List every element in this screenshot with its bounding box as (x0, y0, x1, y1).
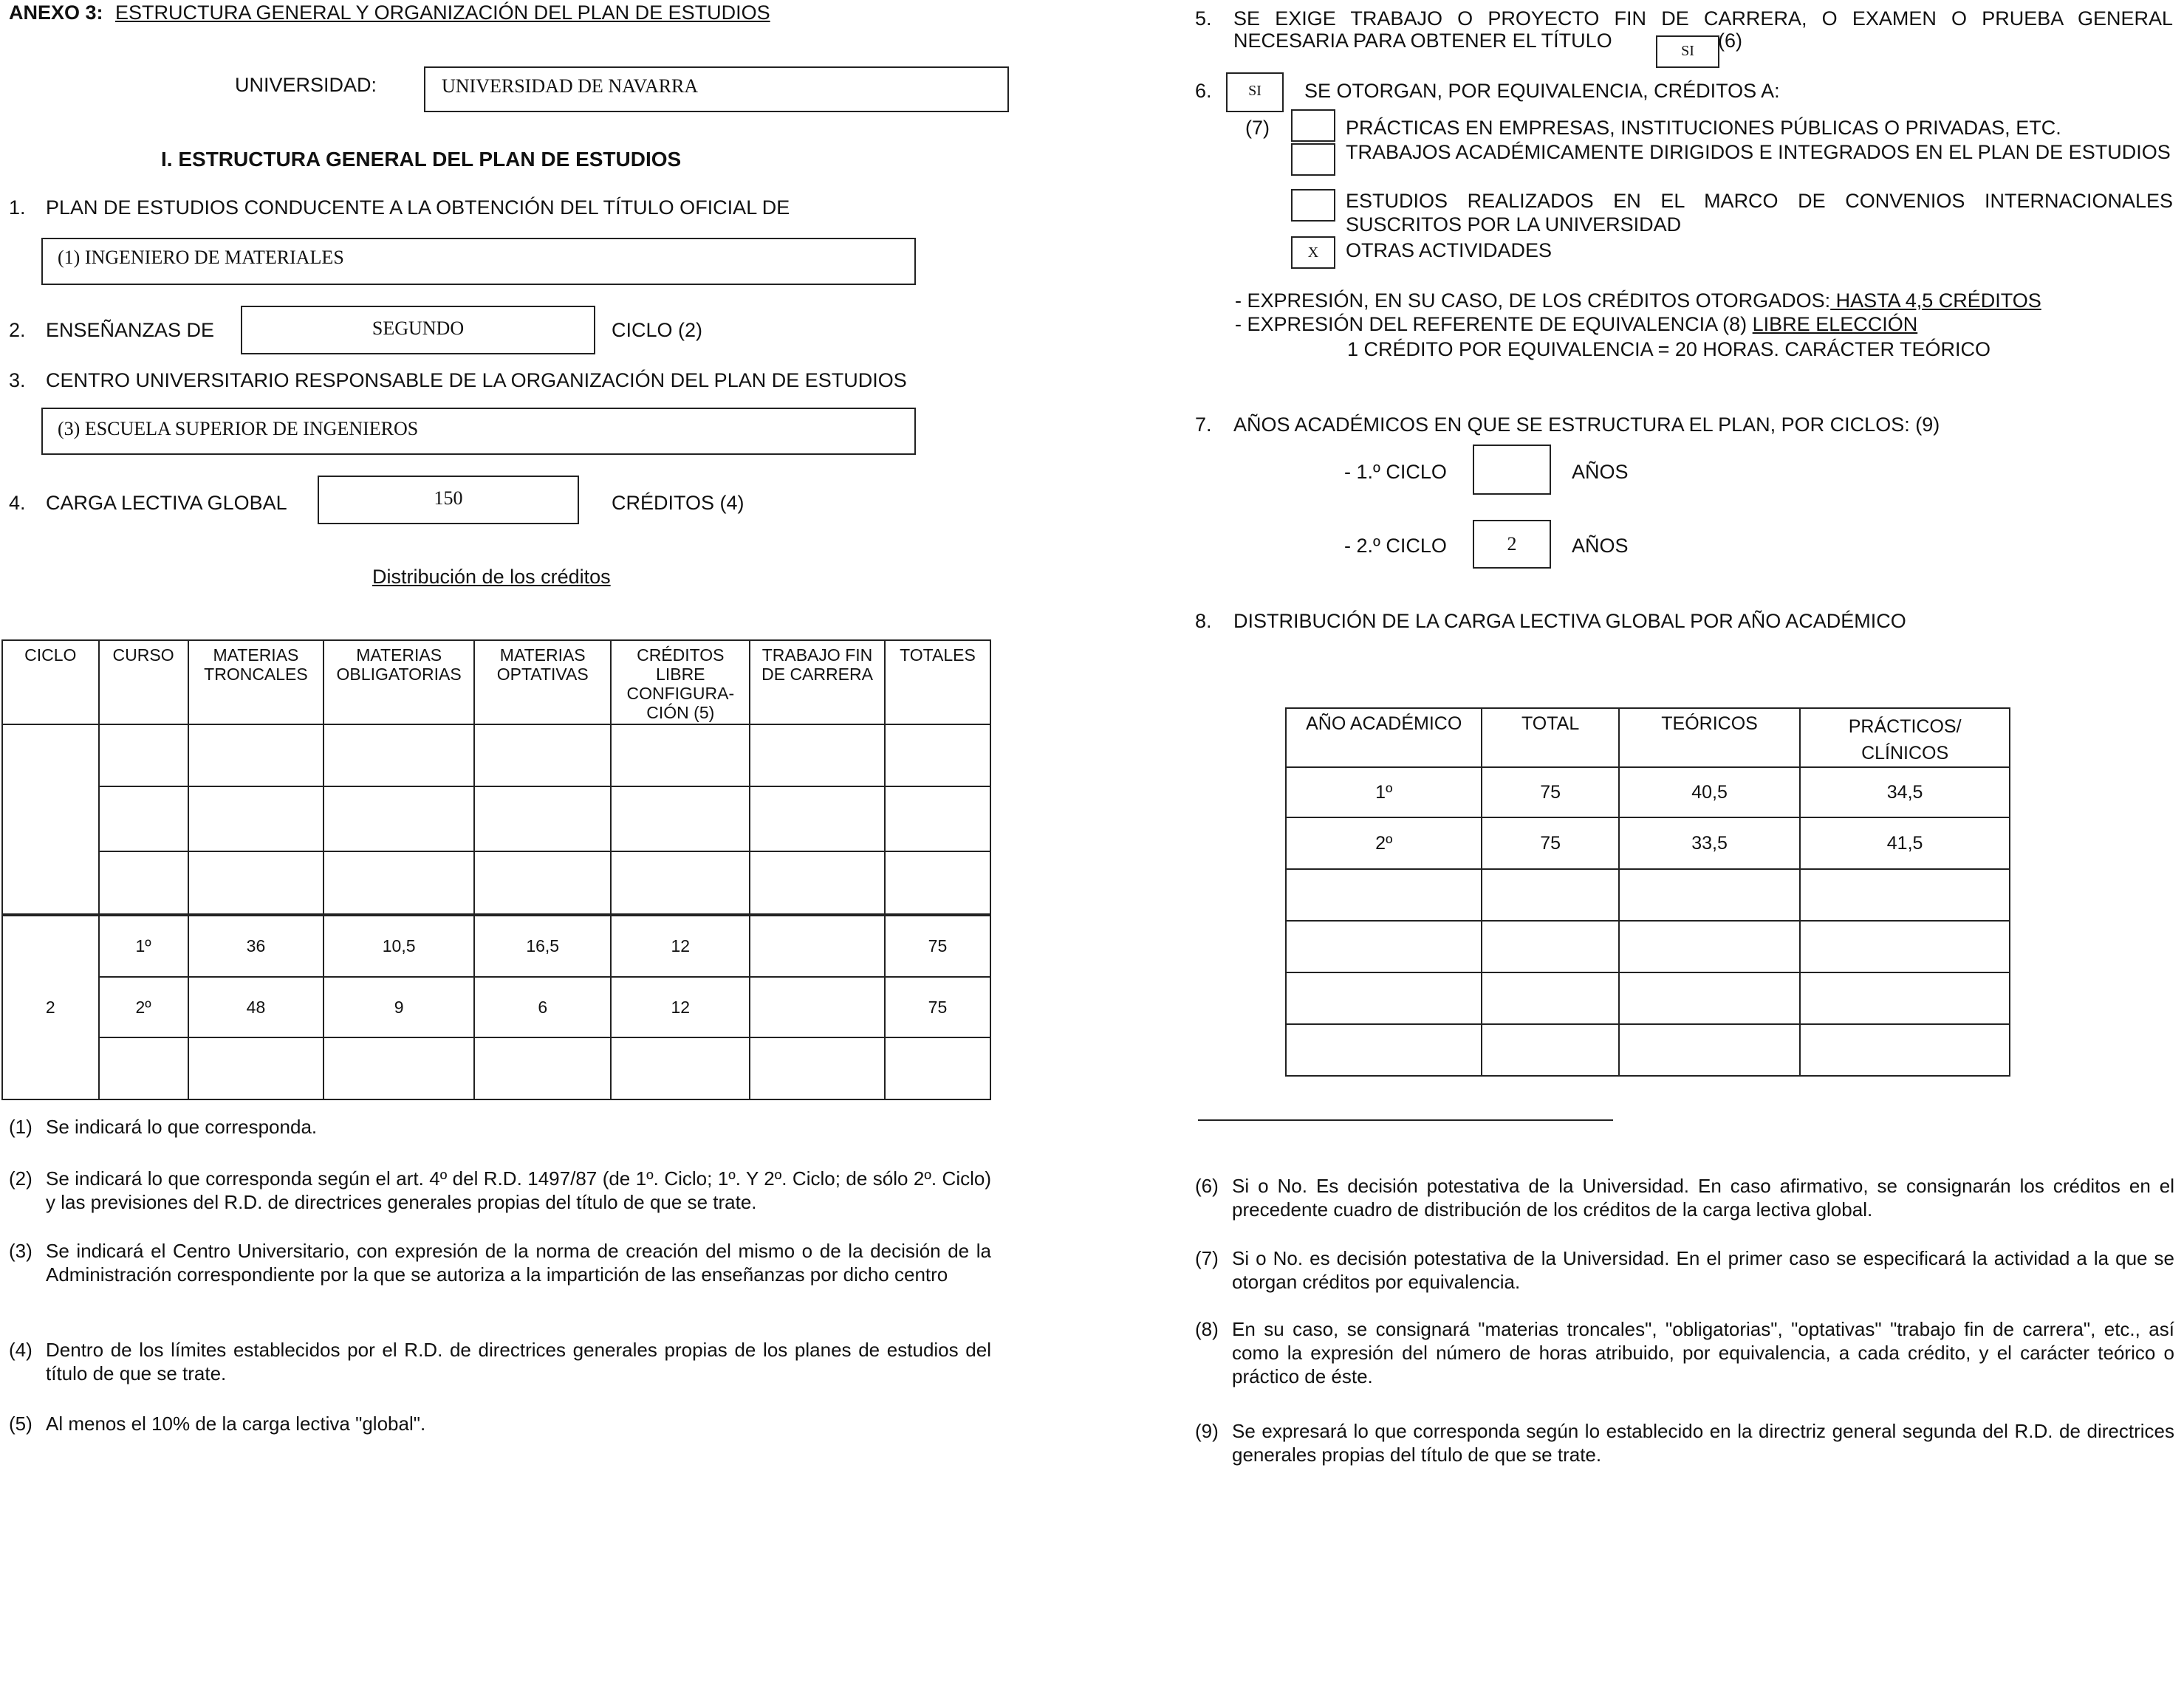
footnote-6 (1195, 1174, 2174, 1221)
footnote-text: Si o No. es decisión potestativa de la Universidad. En el primer caso se especificará la actividad a la que se otorgan créditos por equivalencia. (1232, 1247, 2174, 1293)
table-row (1286, 817, 2010, 869)
item1-number: 1. (9, 196, 26, 219)
table-cell (474, 1037, 612, 1099)
table-cell (188, 1037, 324, 1099)
obligatorias-cell: 9 (324, 977, 474, 1037)
table-cell (885, 851, 990, 915)
total-cell: 75 (1482, 817, 1618, 869)
year-load-table (1285, 707, 2010, 1077)
item7-text: AÑOS ACADÉMICOS EN QUE SE ESTRUCTURA EL PLAN, POR CICLOS: (9) (1233, 414, 1940, 436)
footnote-text: Si o No. Es decisión potestativa de la Universidad. En caso afirmativo, se consignarán los créditos en el precedente cuadro de distribución de los créditos de la carga lectiva global. (1232, 1175, 2174, 1221)
table-cell (750, 724, 885, 786)
footnote-number: (3) (9, 1240, 32, 1262)
table-cell (99, 1037, 188, 1099)
option-checkbox-otras[interactable]: X (1291, 236, 1335, 269)
footnote-3 (9, 1239, 991, 1286)
table-cell (1619, 972, 1800, 1024)
table-cell (474, 851, 612, 915)
header-ciclo: CICLO (2, 640, 99, 724)
university-label: UNIVERSIDAD: (235, 74, 377, 96)
trabajo-cell (750, 977, 885, 1037)
year-table-header-row (1286, 708, 2010, 767)
footnote-2 (9, 1167, 991, 1214)
table-cell (885, 786, 990, 851)
item3-number: 3. (9, 369, 26, 391)
final-project-field[interactable]: SI (1656, 35, 1719, 68)
table-cell (99, 786, 188, 851)
university-field[interactable]: UNIVERSIDAD DE NAVARRA (424, 66, 1009, 112)
footnote-number: (7) (1195, 1247, 1219, 1269)
table-cell (885, 1037, 990, 1099)
table-cell (750, 786, 885, 851)
footnote-9 (1195, 1419, 2174, 1466)
table-row (2, 851, 990, 915)
item3-text: CENTRO UNIVERSITARIO RESPONSABLE DE LA ORGANIZACIÓN DEL PLAN DE ESTUDIOS (46, 369, 907, 391)
header-troncales: MATERIAS TRONCALES (188, 640, 324, 724)
footnote-text: Se indicará el Centro Universitario, con expresión de la norma de creación del mismo o de la decisión de la Administración correspondiente por la que se autoriza a la impartición de las enseñanzas por dicho centro (46, 1240, 991, 1286)
footnote-text: Se indicará lo que corresponda según el art. 4º del R.D. 1497/87 (de 1º. Ciclo; 1º. Y 2º. Ciclo; de sólo 2º. Ciclo) y las previsiones del R.D. de directrices generales propias del título de que se trate. (46, 1167, 991, 1213)
expression-referent-value: LIBRE ELECCIÓN (1752, 313, 1918, 335)
table-cell (611, 851, 750, 915)
table-cell (1482, 972, 1618, 1024)
troncales-cell: 48 (188, 977, 324, 1037)
footnote-1 (9, 1115, 991, 1139)
option-checkbox-practicas[interactable] (1291, 109, 1335, 142)
table-cell (324, 851, 474, 915)
footnote-number: (1) (9, 1116, 32, 1138)
theory-cell: 33,5 (1619, 817, 1800, 869)
table-cell (1619, 1024, 1800, 1076)
cycle1-years-label: - 1.º CICLO (1344, 461, 1447, 483)
cycle1-years-unit: AÑOS (1572, 461, 1629, 483)
footnote-separator (1198, 1119, 1613, 1121)
item5-number: 5. (1195, 7, 1212, 30)
header-curso: CURSO (99, 640, 188, 724)
table-cell (611, 724, 750, 786)
cycle1-years-field[interactable] (1473, 445, 1551, 495)
header-year: AÑO ACADÉMICO (1286, 708, 1482, 767)
cycle2-years-field[interactable]: 2 (1473, 520, 1551, 569)
theory-cell: 40,5 (1619, 767, 1800, 817)
table-cell (324, 724, 474, 786)
footnote-text: Al menos el 10% de la carga lectiva "global". (46, 1413, 426, 1435)
table-cell (611, 786, 750, 851)
optativas-cell: 6 (474, 977, 612, 1037)
trabajo-cell (750, 915, 885, 977)
cycle-field[interactable]: SEGUNDO (241, 306, 595, 354)
header-totales: TOTALES (885, 640, 990, 724)
year-cell: 1º (1286, 767, 1482, 817)
cycle2-years-unit: AÑOS (1572, 535, 1629, 557)
table-cell (1800, 869, 2010, 921)
table-row (2, 786, 990, 851)
item5-line1: SE EXIGE TRABAJO O PROYECTO FIN DE CARRERA, O EXAMEN O PRUEBA GENERAL (1233, 7, 2173, 30)
distribution-title: Distribución de los créditos (372, 566, 611, 588)
table-cell (1800, 921, 2010, 972)
item8-number: 8. (1195, 610, 1212, 632)
footnote-text: Se expresará lo que corresponda según lo establecido en la directriz general segunda del R.D. de directrices generales propias del título de que se trate. (1232, 1420, 2174, 1466)
table-cell (324, 1037, 474, 1099)
footnote-number: (9) (1195, 1420, 1219, 1442)
option-checkbox-trabajos[interactable] (1291, 143, 1335, 176)
table-row (1286, 869, 2010, 921)
optativas-cell: 16,5 (474, 915, 612, 977)
curso-cell: 2º (99, 977, 188, 1037)
table-cell (324, 786, 474, 851)
table-cell (1619, 921, 1800, 972)
libre-cell: 12 (611, 915, 750, 977)
footnote-number: (2) (9, 1167, 32, 1190)
item6-note: (7) (1245, 117, 1270, 139)
totales-cell: 75 (885, 977, 990, 1037)
table-cell (611, 1037, 750, 1099)
table-cell (99, 724, 188, 786)
item6-number: 6. (1195, 80, 1212, 102)
item2-number: 2. (9, 319, 26, 341)
footnote-5 (9, 1412, 991, 1435)
global-load-field[interactable]: 150 (318, 476, 579, 524)
table-cell (1482, 1024, 1618, 1076)
credits-table (1, 639, 991, 1100)
table-cell (1482, 921, 1618, 972)
table-row (1286, 972, 2010, 1024)
table-cell (750, 851, 885, 915)
cycle1-cell (2, 724, 99, 915)
option-label-trabajos: TRABAJOS ACADÉMICAMENTE DIRIGIDOS E INTEGRADOS EN EL PLAN DE ESTUDIOS (1346, 141, 2171, 163)
curso-cell: 1º (99, 915, 188, 977)
header-optativas: MATERIAS OPTATIVAS (474, 640, 612, 724)
table-row (2, 724, 990, 786)
table-cell (1619, 869, 1800, 921)
equivalence-field[interactable]: SI (1226, 72, 1284, 112)
practice-cell: 41,5 (1800, 817, 2010, 869)
header-theory: TEÓRICOS (1619, 708, 1800, 767)
table-cell (188, 724, 324, 786)
footnote-8 (1195, 1317, 2174, 1388)
header-obligatorias: MATERIAS OBLIGATORIAS (324, 640, 474, 724)
footnote-number: (8) (1195, 1318, 1219, 1340)
annex-title: ESTRUCTURA GENERAL Y ORGANIZACIÓN DEL PLAN DE ESTUDIOS (115, 1, 770, 24)
header-libre: CRÉDITOS LIBRE CONFIGURA-CIÓN (5) (611, 640, 750, 724)
header-trabajo: TRABAJO FIN DE CARRERA (750, 640, 885, 724)
expression-credits-value: HASTA 4,5 CRÉDITOS (1830, 289, 2041, 312)
table-row (1286, 921, 2010, 972)
footnote-7 (1195, 1246, 2174, 1294)
item8-text: DISTRIBUCIÓN DE LA CARGA LECTIVA GLOBAL POR AÑO ACADÉMICO (1233, 610, 1906, 632)
expression-credits (1235, 289, 2041, 312)
item4-suffix: CRÉDITOS (4) (612, 492, 744, 514)
table-cell (474, 724, 612, 786)
item6-text: SE OTORGAN, POR EQUIVALENCIA, CRÉDITOS A: (1304, 80, 1780, 102)
troncales-cell: 36 (188, 915, 324, 977)
table-row (2, 977, 990, 1037)
table-row (2, 915, 990, 977)
credits-table-header-row (2, 640, 990, 724)
table-cell (750, 1037, 885, 1099)
totales-cell: 75 (885, 915, 990, 977)
section-title: I. ESTRUCTURA GENERAL DEL PLAN DE ESTUDIOS (161, 148, 682, 171)
table-cell (474, 786, 612, 851)
table-row (1286, 767, 2010, 817)
header-total: TOTAL (1482, 708, 1618, 767)
expression-referent (1235, 313, 1917, 336)
item7-number: 7. (1195, 414, 1212, 436)
expression-credits-label: - EXPRESIÓN, EN SU CASO, DE LOS CRÉDITOS OTORGADOS: (1235, 289, 1831, 312)
degree-title-field[interactable]: (1) INGENIERO DE MATERIALES (41, 238, 916, 285)
table-cell (885, 724, 990, 786)
table-cell (99, 851, 188, 915)
item2-suffix: CICLO (2) (612, 319, 703, 341)
table-cell (188, 786, 324, 851)
practice-cell: 34,5 (1800, 767, 2010, 817)
table-row (1286, 1024, 2010, 1076)
footnote-text: Se indicará lo que corresponda. (46, 1116, 318, 1138)
item1-text: PLAN DE ESTUDIOS CONDUCENTE A LA OBTENCIÓN DEL TÍTULO OFICIAL DE (46, 196, 790, 219)
option-label-convenios: ESTUDIOS REALIZADOS EN EL MARCO DE CONVENIOS INTERNACIONALES SUSCRITOS POR LA UNIVERSIDAD (1346, 190, 2173, 236)
cycle2-cell: 2 (2, 915, 99, 1099)
center-field[interactable]: (3) ESCUELA SUPERIOR DE INGENIEROS (41, 408, 916, 455)
table-cell (1286, 1024, 1482, 1076)
annex-label: ANEXO 3: (9, 1, 103, 24)
footnote-text: Dentro de los límites establecidos por el R.D. de directrices generales propias de los planes de estudios del título de que se trate. (46, 1339, 991, 1384)
table-cell (1286, 921, 1482, 972)
item2-label: ENSEÑANZAS DE (46, 319, 215, 341)
footnote-number: (6) (1195, 1175, 1219, 1197)
footnote-4 (9, 1338, 991, 1385)
item4-number: 4. (9, 492, 26, 514)
item4-label: CARGA LECTIVA GLOBAL (46, 492, 287, 514)
table-cell (1800, 1024, 2010, 1076)
option-label-practicas: PRÁCTICAS EN EMPRESAS, INSTITUCIONES PÚBLICAS O PRIVADAS, ETC. (1346, 117, 2061, 139)
footnote-number: (5) (9, 1413, 32, 1435)
table-cell (1286, 972, 1482, 1024)
footnote-text: En su caso, se consignará "materias troncales", "obligatorias", "optativas" "trabajo fin de carrera", etc., así como la expresión del número de horas atribuido, por equivalencia, a cada crédito, y el carácter teórico o práctico de éste. (1232, 1318, 2174, 1387)
table-cell (1286, 869, 1482, 921)
footnote-number: (4) (9, 1339, 32, 1361)
option-label-otras: OTRAS ACTIVIDADES (1346, 239, 1553, 261)
table-cell (1800, 972, 2010, 1024)
obligatorias-cell: 10,5 (324, 915, 474, 977)
option-checkbox-convenios[interactable] (1291, 189, 1335, 222)
table-row (2, 1037, 990, 1099)
header-practice: PRÁCTICOS/ CLÍNICOS (1800, 708, 2010, 767)
table-cell (188, 851, 324, 915)
expression-equivalence: 1 CRÉDITO POR EQUIVALENCIA = 20 HORAS. CARÁCTER TEÓRICO (1347, 338, 1990, 360)
cycle2-years-label: - 2.º CICLO (1344, 535, 1447, 557)
table-cell (1482, 869, 1618, 921)
year-cell: 2º (1286, 817, 1482, 869)
total-cell: 75 (1482, 767, 1618, 817)
item5-line2: NECESARIA PARA OBTENER EL TÍTULO (1233, 30, 1612, 52)
expression-referent-label: - EXPRESIÓN DEL REFERENTE DE EQUIVALENCIA (8) (1235, 313, 1753, 335)
libre-cell: 12 (611, 977, 750, 1037)
item5-note: (6) (1718, 30, 1742, 52)
